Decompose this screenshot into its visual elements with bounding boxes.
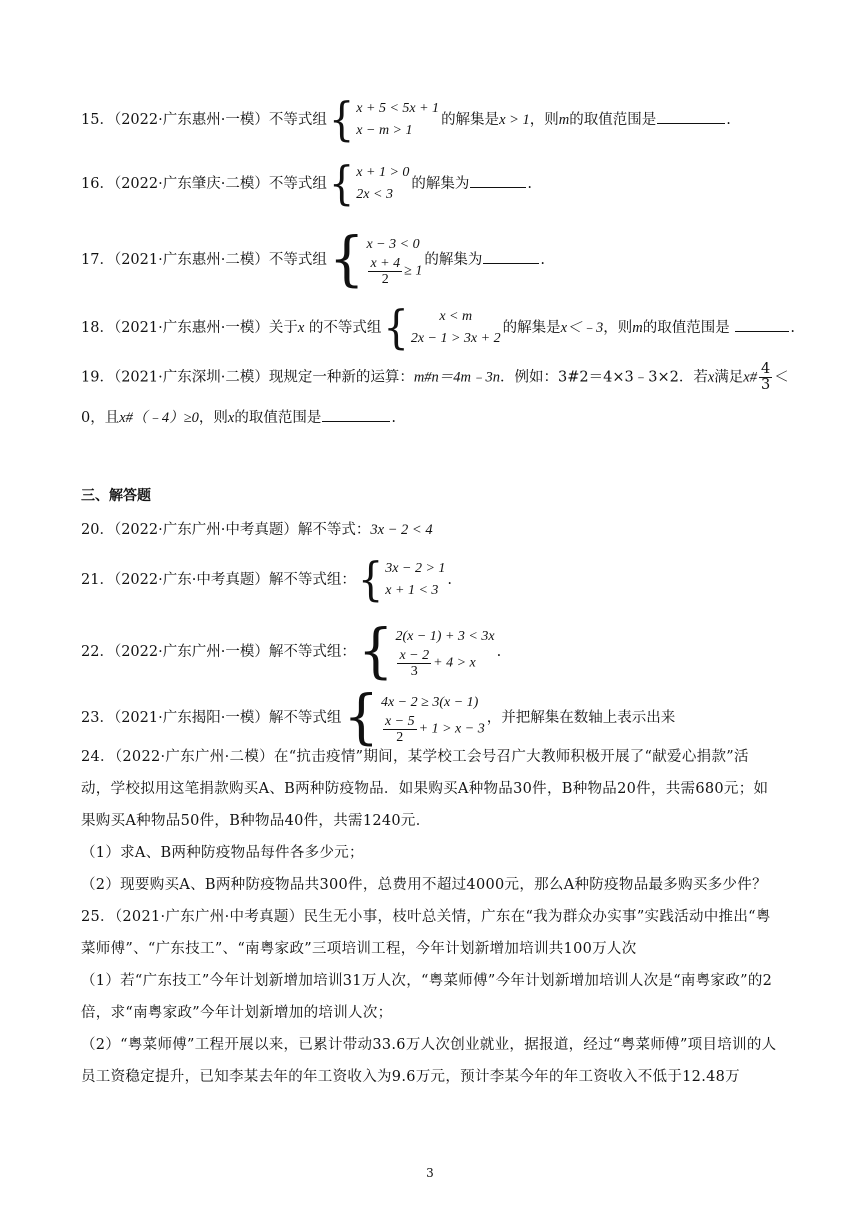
inequality-2: 2x < 3 — [356, 187, 393, 202]
brace-icon: { — [357, 617, 394, 686]
problem-19-line-1 — [81, 362, 789, 393]
fraction-numerator: x − 5 — [384, 713, 415, 729]
relation: + 4 > x — [433, 655, 476, 671]
problem-text: 的解集是 — [441, 112, 500, 128]
period: . — [391, 410, 396, 426]
inequality-system — [343, 683, 485, 752]
variable: m — [632, 320, 643, 336]
brace-icon: { — [328, 225, 365, 294]
problem-text: 的解集为 — [424, 252, 483, 268]
inequality-1: 3x − 2 > 1 — [385, 561, 446, 576]
problem-text: 满足 — [714, 369, 744, 386]
fraction-denominator: 3 — [760, 377, 771, 393]
inequality-2 — [381, 714, 485, 745]
problem-24 — [81, 741, 777, 901]
expression: x# — [743, 369, 757, 386]
problem-17-source: 17．（2021·广东惠州·二模）不等式组 — [81, 252, 327, 268]
inequality-1: x + 5 < 5x + 1 — [356, 101, 440, 116]
period: . — [527, 176, 532, 192]
problem-text: 的取值范围是 — [569, 112, 657, 128]
problem-24-text: 24．（2022·广东广州·二模）在“抗击疫情”期间，某学校工会号召广大教师积极开展了“献爱心捐款”活动，学校拟用这笔捐款购买A、B两种防疫物品．如果购买A种物品30件，B种物品20件，共需680元；如果购买A种物品50件，B种物品40件，共需1240元． — [81, 749, 769, 829]
problem-25-part-2: （2）“粤菜师傅”工程开展以来，已累计带动33.6万人次创业就业，据报道，经过“粤菜师傅”项目培训的人员工资稳定提升，已知李某去年的年工资收入为9.6万元，预计李某今年的年工资收入不低于12.48万 — [81, 1037, 777, 1085]
brace-icon: { — [343, 683, 379, 752]
problem-22-source: 22．（2022·广东广州·一模）解不等式组： — [81, 644, 356, 660]
problem-text: 的解集是 — [502, 320, 561, 336]
brace-icon: { — [357, 553, 384, 607]
fraction-numerator: 4 — [760, 361, 771, 377]
period: . — [496, 644, 502, 660]
period: . — [447, 572, 452, 588]
problem-15 — [81, 93, 731, 147]
page-number: 3 — [426, 1166, 434, 1180]
operation-definition: m#n＝4m﹣3n — [413, 369, 501, 386]
inequality-system — [328, 225, 423, 294]
inequality-2 — [395, 648, 494, 679]
inequality-system — [328, 93, 440, 147]
brace-icon: { — [328, 157, 355, 211]
problem-text: 的取值范围是 — [234, 410, 322, 426]
problem-24-part-1: （1）求A、B两种防疫物品每件各多少元； — [81, 845, 364, 861]
problem-19-line-2 — [81, 408, 396, 428]
problem-text: 0，且 — [81, 410, 120, 426]
problem-text: ．例如：3#2＝4×3﹣3×2．若 — [500, 369, 708, 386]
brace-icon: { — [383, 301, 409, 355]
problem-25-text: 25．（2021·广东广州·中考真题）民生无小事，枝叶总关情，广东在“我为群众办实事”实践活动中推出“粤菜师傅”、“广东技工”、“南粤家政”三项培训工程，今年计划新增加培训共100万人次 — [81, 909, 771, 957]
inequality-system — [328, 157, 410, 211]
fraction-numerator: x − 2 — [399, 647, 430, 663]
answer-blank[interactable] — [322, 420, 390, 422]
brace-icon: { — [328, 93, 355, 147]
inequality-1: x < m — [439, 309, 473, 324]
period: . — [790, 320, 795, 336]
fraction-denominator: 3 — [410, 663, 418, 679]
problem-17 — [81, 225, 545, 294]
problem-20 — [81, 520, 433, 540]
problem-text: ，并把解集在数轴上表示出来 — [486, 710, 676, 726]
section-heading: 三、解答题 — [81, 488, 151, 504]
problem-21 — [81, 553, 452, 607]
problem-24-part-2: （2）现要购买A、B两种防疫物品共300件，总费用不超过4000元，那么A种防疫物品最多购买多少件？ — [81, 877, 767, 893]
relation: + 1 > x − 3 — [418, 721, 485, 737]
inequality-2 — [366, 256, 422, 287]
inequality-system — [383, 301, 501, 355]
variable: x — [297, 320, 305, 336]
problem-25 — [81, 901, 777, 1093]
expression: x#（﹣4）≥0 — [119, 410, 199, 426]
condition: x > 1 — [499, 112, 530, 128]
expression: 3x − 2 < 4 — [370, 522, 433, 538]
answer-blank[interactable] — [483, 262, 539, 264]
variable: x — [707, 369, 715, 386]
fraction-numerator: x + 4 — [370, 255, 401, 271]
inequality-1: x + 1 > 0 — [356, 165, 410, 180]
problem-18-source: 18．（2021·广东惠州·一模）关于 — [81, 320, 298, 336]
problem-text: ，则 — [198, 410, 228, 426]
fraction-denominator: 2 — [396, 729, 404, 745]
problem-text: ，则 — [603, 320, 633, 336]
inequality-1: x − 3 < 0 — [366, 236, 420, 252]
condition: x＜﹣3 — [560, 320, 604, 336]
problem-text: 的不等式组 — [304, 320, 382, 336]
problem-text: ，则 — [529, 112, 559, 128]
inequality-2: x − m > 1 — [356, 123, 413, 138]
problem-19-source: 19．（2021·广东深圳·二模）现规定一种新的运算： — [81, 369, 414, 386]
inequality-system — [357, 617, 495, 686]
problem-text: 的取值范围是 — [642, 320, 735, 336]
inequality-system — [357, 553, 446, 607]
period: . — [540, 252, 545, 268]
problem-25-part-1: （1）若“广东技工”今年计划新增加培训31万人次，“粤菜师傅”今年计划新增加培训人次是“南粤家政”的2倍，求“南粤家政”今年计划新增加的培训人次； — [81, 973, 773, 1021]
problem-15-source: 15．（2022·广东惠州·一模）不等式组 — [81, 112, 327, 128]
problem-16 — [81, 157, 532, 211]
problem-16-source: 16．（2022·广东肇庆·二模）不等式组 — [81, 176, 327, 192]
problem-22 — [81, 617, 502, 686]
inequality-1: 2(x − 1) + 3 < 3x — [395, 628, 495, 644]
variable: x — [227, 410, 235, 426]
fraction-denominator: 2 — [381, 271, 389, 287]
problem-text: 的解集为 — [411, 176, 470, 192]
inequality-1: 4x − 2 ≥ 3(x − 1) — [380, 694, 479, 710]
answer-blank[interactable] — [657, 122, 725, 124]
problem-23 — [81, 683, 676, 752]
inequality-2: 2x − 1 > 3x + 2 — [410, 331, 501, 346]
problem-21-source: 21．（2022·广东·中考真题）解不等式组： — [81, 572, 356, 588]
answer-blank[interactable] — [470, 186, 526, 188]
period: . — [726, 112, 731, 128]
problem-20-source: 20．（2022·广东广州·中考真题）解不等式： — [81, 522, 371, 538]
problem-23-source: 23．（2021·广东揭阳·一模）解不等式组 — [81, 710, 342, 726]
relation: ≥ 1 — [404, 263, 423, 279]
variable: m — [558, 112, 570, 128]
answer-blank[interactable] — [735, 330, 789, 332]
relation: ＜ — [774, 369, 789, 386]
inequality-2: x + 1 < 3 — [385, 583, 439, 598]
problem-18 — [81, 301, 795, 355]
